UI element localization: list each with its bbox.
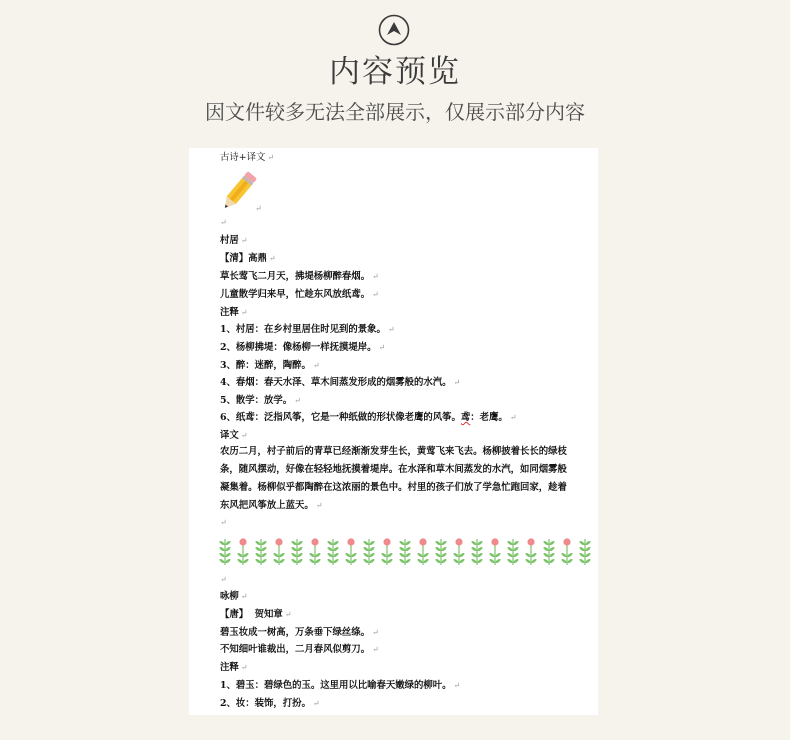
flower-icon: [273, 538, 285, 565]
flower-icon: [381, 538, 393, 565]
flower-icon: [417, 538, 429, 565]
page-subtitle: 因文件较多无法全部展示，仅展示部分内容: [205, 100, 585, 124]
flower-icon: [489, 538, 501, 565]
notes-label: 注释 ↵: [220, 307, 248, 318]
page-title: 内容预览: [329, 54, 461, 90]
note-item: 1、碧玉：碧绿色的玉。这里用以比喻春天嫩绿的柳叶。 ↵: [220, 680, 461, 691]
poem-title: 咏柳 ↵: [220, 591, 248, 602]
chevron-up-circle-icon[interactable]: [378, 14, 410, 46]
leaf-sprig-icon: [399, 539, 411, 565]
pencil-icon: [219, 168, 259, 214]
note-item: 6、纸鸢：泛指风筝，它是一种纸做的形状像老鹰的风筝。鸢：老鹰。 ↵: [220, 412, 517, 423]
leaf-sprig-icon: [327, 539, 339, 565]
leaf-sprig-icon: [435, 539, 447, 565]
note-item: 4、春烟：春天水泽、草木间蒸发形成的烟雾般的水汽。 ↵: [220, 377, 461, 388]
leaf-sprig-icon: [471, 539, 483, 565]
note-item: 1、村居：在乡村里居住时见到的景象。 ↵: [220, 324, 395, 335]
doc-heading: 古诗+译文 ↵: [220, 152, 275, 163]
leaf-sprig-icon: [363, 539, 375, 565]
document-preview: [189, 148, 598, 715]
poem-line: 草长莺飞二月天，拂堤杨柳醉春烟。 ↵: [220, 271, 379, 282]
paragraph-mark: ↵: [220, 518, 227, 527]
poem-line: 碧玉妆成一树高，万条垂下绿丝绦。 ↵: [220, 627, 379, 638]
translation-paragraph: 农历二月，村子前后的青草已经渐渐发芽生长，黄莺飞来飞去。杨柳披着长长的绿枝条，随风摆动，好像在轻轻地抚摸着堤岸。在水泽和草木间蒸发的水汽，如同烟雾般凝集着。杨柳似乎都陶醉在这浓丽的景色中。村里的孩子们放了学急忙跑回家，趁着东风把风筝放上蓝天。 ↵: [220, 446, 567, 511]
leaf-sprig-icon: [543, 539, 555, 565]
leaf-sprig-icon: [291, 539, 303, 565]
paragraph-mark: ↵: [220, 575, 227, 584]
poem-line: 不知细叶谁裁出，二月春风似剪刀。 ↵: [220, 644, 379, 655]
flower-icon: [237, 538, 249, 565]
leaf-sprig-icon: [255, 539, 267, 565]
leaf-sprig-icon: [507, 539, 519, 565]
paragraph-mark: ↵: [255, 204, 262, 213]
note-item: 3、醉：迷醉，陶醉。 ↵: [220, 360, 320, 371]
leaf-sprig-icon: [579, 539, 591, 565]
poem-title: 村居 ↵: [220, 235, 248, 246]
note-item: 2、妆：装饰，打扮。 ↵: [220, 698, 320, 709]
flower-icon: [309, 538, 321, 565]
flower-icon: [561, 538, 573, 565]
flower-divider: [219, 535, 598, 569]
flower-icon: [345, 538, 357, 565]
note-item: 2、杨柳拂堤：像杨柳一样抚摸堤岸。 ↵: [220, 342, 386, 353]
poem-line: 儿童散学归来早，忙趁东风放纸鸢。 ↵: [220, 289, 379, 300]
notes-label: 注释 ↵: [220, 662, 248, 673]
poem-author: 【清】高鼎 ↵: [220, 253, 276, 264]
leaf-sprig-icon: [219, 539, 231, 565]
poem-author: 【唐】 贺知章 ↵: [220, 609, 292, 620]
paragraph-mark: ↵: [220, 218, 227, 227]
flower-icon: [453, 538, 465, 565]
note-item: 5、散学：放学。 ↵: [220, 395, 301, 406]
translation-label: 译文 ↵: [220, 430, 248, 441]
flower-icon: [525, 538, 537, 565]
